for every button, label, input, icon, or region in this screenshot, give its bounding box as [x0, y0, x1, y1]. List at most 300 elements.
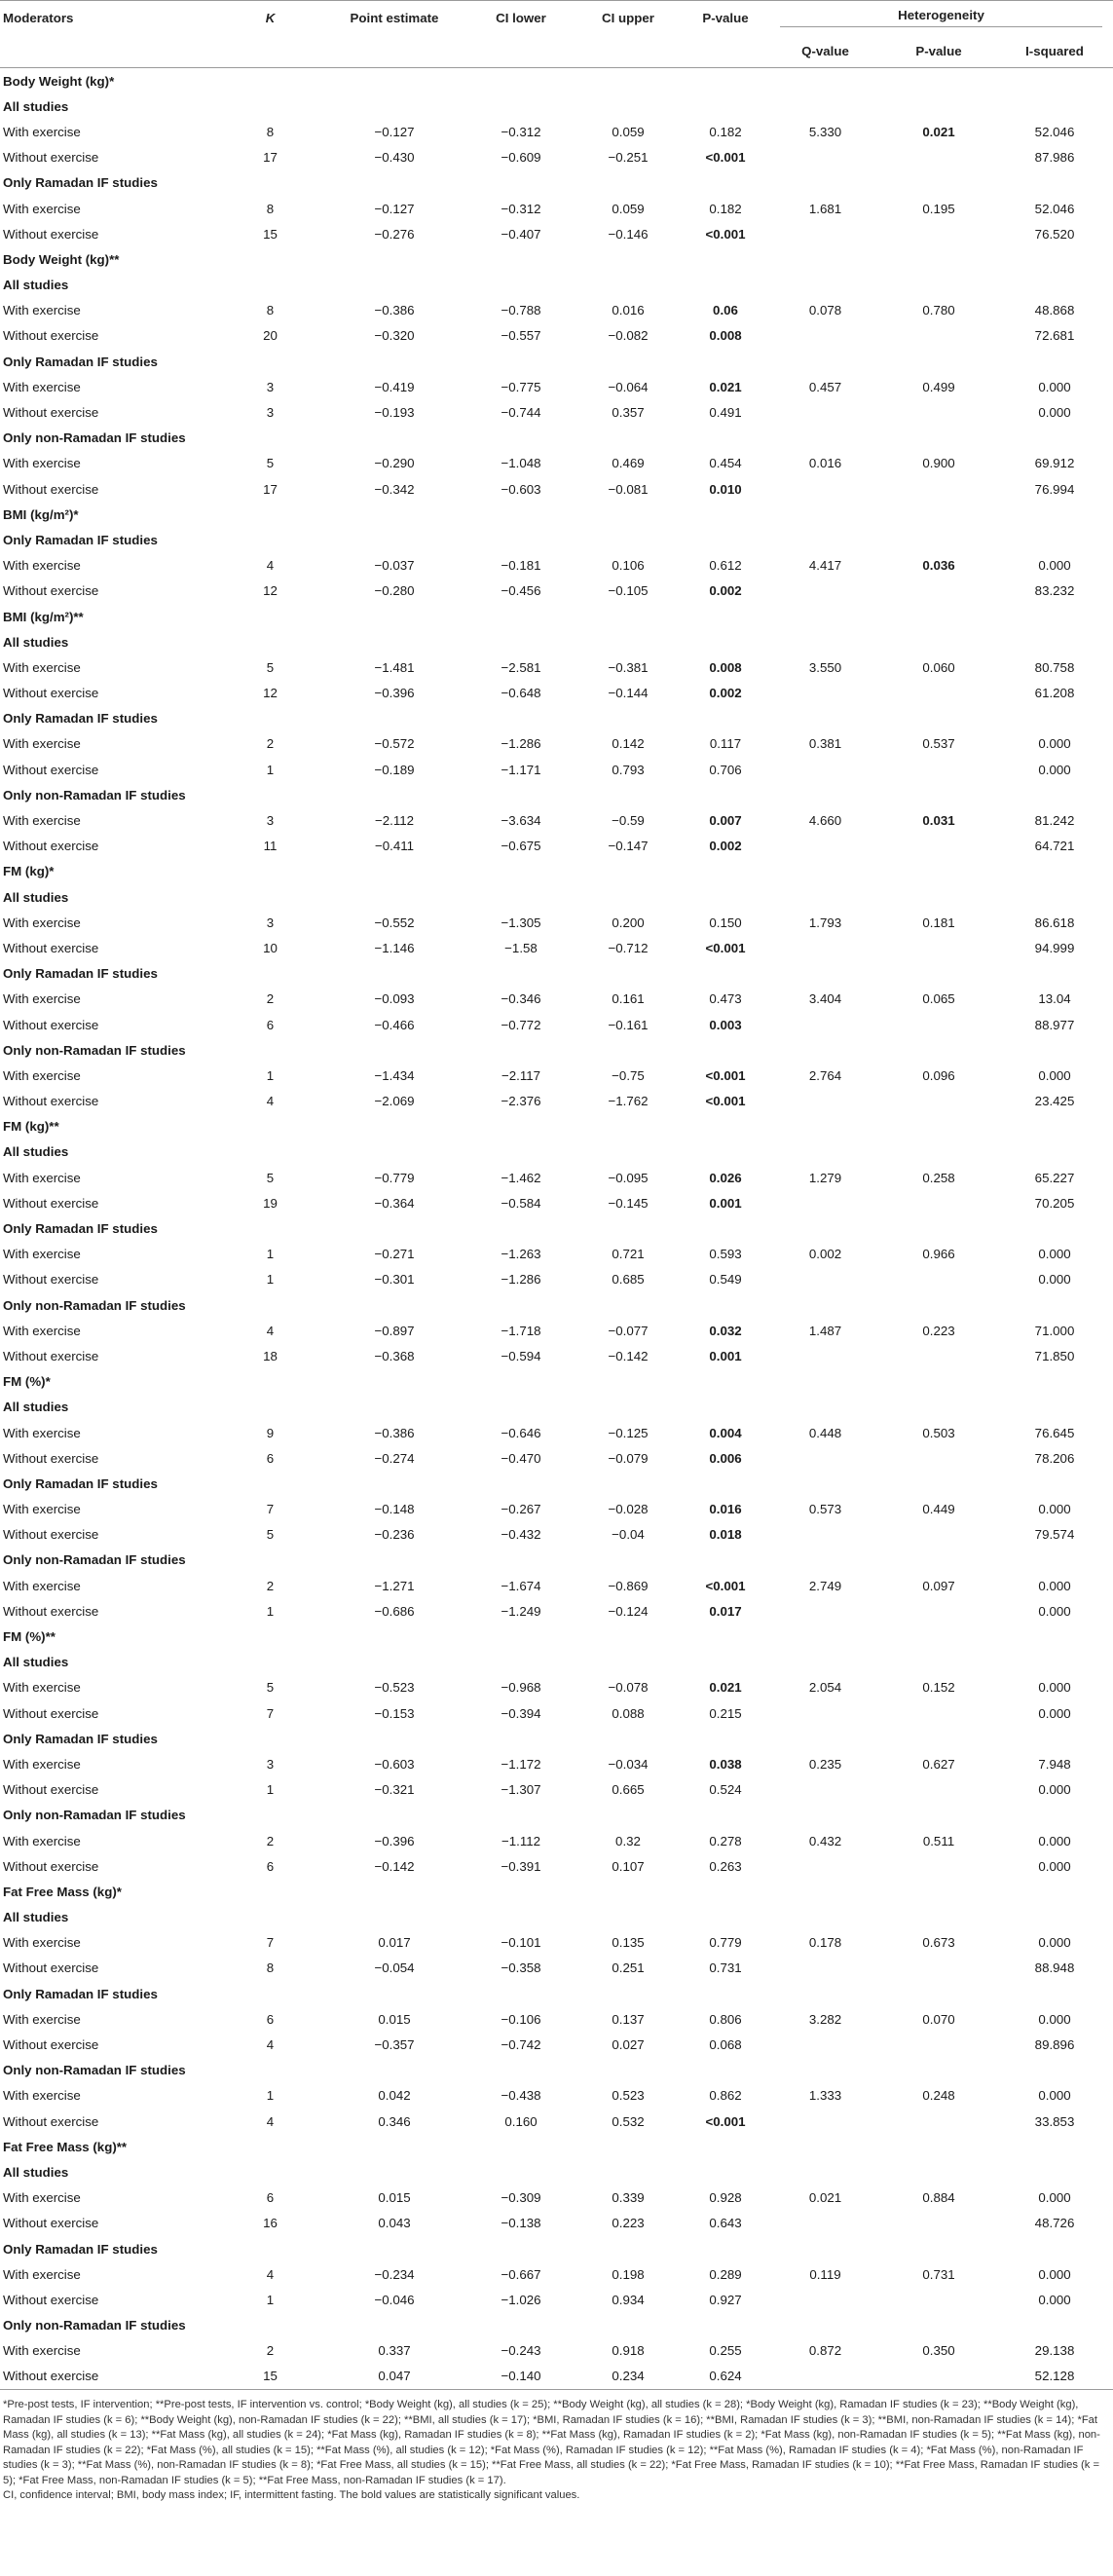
table-cell: 18	[263, 1348, 278, 1363]
table-cell: 0.001	[709, 1348, 742, 1363]
table-cell: 0.160	[504, 2113, 538, 2129]
table-cell: 88.948	[1034, 1960, 1075, 1976]
table-cell: −0.312	[501, 201, 541, 216]
table-cell: 0.000	[1038, 1502, 1071, 1517]
table-row	[0, 323, 1113, 349]
table-cell: −0.106	[501, 2011, 541, 2027]
table-cell: −0.407	[501, 226, 541, 242]
table-cell: 2	[266, 2343, 275, 2359]
table-cell: 0.706	[709, 762, 742, 777]
subgroup-title: Only Ramadan IF studies	[3, 2241, 158, 2257]
subgroup-row	[0, 629, 1113, 654]
table-cell: −0.140	[501, 2369, 541, 2384]
table-cell: 65.227	[1034, 1170, 1075, 1185]
header-het-p-value: P-value	[915, 43, 962, 58]
table-cell: 0.060	[922, 659, 955, 675]
table-cell: 0.135	[612, 1935, 645, 1951]
table-cell: 0.000	[1038, 2190, 1071, 2206]
group-header-row	[0, 604, 1113, 629]
table-cell: 0.042	[378, 2088, 411, 2104]
table-cell: 1	[266, 1603, 275, 1619]
table-cell: 0.016	[709, 1502, 742, 1517]
table-cell: 0.059	[612, 201, 645, 216]
row-label: Without exercise	[3, 1195, 99, 1211]
group-title: Body Weight (kg)*	[3, 73, 115, 89]
table-cell: 81.242	[1034, 813, 1075, 829]
table-cell	[881, 1956, 996, 1981]
table-cell: 5.330	[808, 124, 842, 139]
table-row	[0, 1420, 1113, 1445]
table-cell: 3.404	[808, 991, 842, 1007]
table-cell	[769, 579, 881, 604]
subgroup-title: All studies	[3, 278, 69, 293]
table-cell: 0.000	[1038, 1603, 1071, 1619]
table-row	[0, 2185, 1113, 2211]
table-cell: 0.017	[709, 1603, 742, 1619]
group-header-row	[0, 1369, 1113, 1395]
table-cell: 3	[266, 1756, 275, 1772]
group-title: BMI (kg/m²)*	[3, 506, 79, 522]
table-cell: −1.481	[374, 659, 415, 675]
row-label: Without exercise	[3, 2037, 99, 2053]
table-cell: −1.146	[374, 940, 415, 955]
subgroup-title: Only non-Ramadan IF studies	[3, 2063, 186, 2078]
row-label: Without exercise	[3, 839, 99, 854]
row-label: With exercise	[3, 379, 81, 394]
row-label: Without exercise	[3, 405, 99, 421]
table-cell: −0.609	[501, 150, 541, 166]
table-row	[0, 145, 1113, 170]
table-cell: 0.106	[612, 558, 645, 574]
table-cell: 0.357	[612, 405, 645, 421]
table-row	[0, 935, 1113, 960]
table-cell: −0.391	[501, 1858, 541, 1874]
table-cell: 0.000	[1038, 1578, 1071, 1593]
table-cell: 0.001	[709, 1195, 742, 1211]
row-label: With exercise	[3, 736, 81, 752]
table-cell: 0.150	[709, 915, 742, 930]
table-cell: 33.853	[1034, 2113, 1075, 2129]
subgroup-row	[0, 1139, 1113, 1165]
row-label: Without exercise	[3, 1960, 99, 1976]
subgroup-title: Only Ramadan IF studies	[3, 711, 158, 727]
table-cell: −0.153	[374, 1705, 415, 1721]
table-row	[0, 2083, 1113, 2109]
table-cell: −0.193	[374, 405, 415, 421]
table-row	[0, 1598, 1113, 1624]
table-cell: 0.021	[922, 124, 955, 139]
subgroup-title: All studies	[3, 1655, 69, 1670]
table-cell: 0.532	[612, 2113, 645, 2129]
table-cell: 52.046	[1034, 124, 1075, 139]
table-cell: 0.137	[612, 2011, 645, 2027]
table-cell	[881, 2287, 996, 2312]
table-cell: <0.001	[705, 940, 746, 955]
table-cell	[881, 1445, 996, 1471]
header-ci-lower: CI lower	[496, 10, 546, 25]
table-cell: 0.627	[922, 1756, 955, 1772]
table-row	[0, 1343, 1113, 1368]
table-row	[0, 298, 1113, 323]
table-cell: 0.884	[922, 2190, 955, 2206]
table-cell: 5	[266, 1170, 275, 1185]
row-label: Without exercise	[3, 1782, 99, 1798]
row-label: With exercise	[3, 124, 81, 139]
footnote-abbrev-k: *Pre-post tests, IF intervention; **Pre-post tests, IF intervention vs. control; *Body Weight (kg), all studies (k = 25); **Body Weight (kg), all studies (k = 28); *Body Weight (kg), Ramadan IF studies (k = 23); **Body Weight (kg), Ramadan IF studies (k = 6); **Body Weight (kg), non-Ramadan IF studies (k = 22); **BMI, all studies (k = 17); *BMI, Ramadan IF studies (k = 16); **BMI, Ramadan IF studies (k = 3); **BMI, non-Ramadan IF studies (k = 14); *Fat Mass (kg), all studies (k = 13); **Fat Mass (kg), all studies (k = 24); *Fat Mass (kg), Ramadan IF studies (k = 8); **Fat Mass (kg), Ramadan IF studies (k = 2); *Fat Mass (kg), non-Ramadan IF studies (k = 5); **Fat Mass (kg), non-Ramadan IF studies (k = 22); *Fat Mass (%), all studies (k = 15); **Fat Mass (%), all studies (k = 12); *Fat Mass (%), Ramadan IF studies (k = 12); **Fat Mass (%), Ramadan IF studies (k = 4); *Fat Mass (%), non-Ramadan IF studies (k = 3); **Fat Mass (%), non-Ramadan IF studies (k = 8); *Fat Free Mass, all studies (k = 15); **Fat Free Mass, all studies (k = 22); *Fat Free Mass, Ramadan IF studies (k = 10); **Fat Free Mass, Ramadan IF studies (k = 5); *Fat Free Mass, non-Ramadan IF studies (k = 5); **Fat Free Mass, non-Ramadan IF studies (k = 17).	[3, 2399, 1100, 2486]
subgroup-title: All studies	[3, 1910, 69, 1925]
subgroup-title: All studies	[3, 1144, 69, 1160]
table-cell: −1.434	[374, 1067, 415, 1083]
table-cell: 0.000	[1038, 1272, 1071, 1288]
table-cell: 3	[266, 379, 275, 394]
table-cell: 0.06	[713, 303, 738, 318]
table-cell: 1.681	[808, 201, 842, 216]
table-cell: −0.386	[374, 1425, 415, 1440]
subgroup-row	[0, 1548, 1113, 1573]
subgroup-title: Only Ramadan IF studies	[3, 354, 158, 369]
table-cell: −2.069	[374, 1094, 415, 1109]
table-cell: 86.618	[1034, 915, 1075, 930]
table-cell: 0.593	[709, 1247, 742, 1262]
table-cell: 0.731	[709, 1960, 742, 1976]
subheader-row	[0, 34, 1113, 68]
table-row	[0, 553, 1113, 579]
table-cell: 5	[266, 1527, 275, 1543]
table-cell: 0.289	[709, 2266, 742, 2282]
table-cell: 1	[266, 1782, 275, 1798]
table-cell: 0.523	[612, 2088, 645, 2104]
table-row	[0, 2338, 1113, 2364]
row-label: Without exercise	[3, 481, 99, 497]
table-cell: 4.417	[808, 558, 842, 574]
group-header-row	[0, 859, 1113, 884]
table-cell: 7.948	[1038, 1756, 1071, 1772]
table-cell: −0.234	[374, 2266, 415, 2282]
subgroup-title: Only non-Ramadan IF studies	[3, 1297, 186, 1313]
table-cell: 0.008	[709, 328, 742, 344]
table-cell: −0.381	[608, 659, 649, 675]
row-label: Without exercise	[3, 2369, 99, 2384]
table-cell: −0.093	[374, 991, 415, 1007]
table-cell: 5	[266, 456, 275, 471]
table-row	[0, 1828, 1113, 1853]
table-cell: 5	[266, 659, 275, 675]
table-cell: <0.001	[705, 150, 746, 166]
table-cell: 0.119	[809, 2266, 841, 2282]
table-cell: −0.968	[501, 1680, 541, 1696]
table-row	[0, 834, 1113, 859]
row-label: With exercise	[3, 1833, 81, 1848]
row-label: With exercise	[3, 1170, 81, 1185]
table-cell: −0.788	[501, 303, 541, 318]
table-cell: 0.339	[612, 2190, 645, 2206]
subgroup-title: All studies	[3, 98, 69, 114]
table-row	[0, 451, 1113, 476]
subgroup-row	[0, 2159, 1113, 2184]
subgroup-title: All studies	[3, 1400, 69, 1415]
row-label: Without exercise	[3, 940, 99, 955]
table-row	[0, 1700, 1113, 1726]
table-cell: 3.550	[808, 659, 842, 675]
table-cell: 0.096	[922, 1067, 955, 1083]
table-cell: 0.027	[612, 2037, 645, 2053]
table-cell	[769, 1777, 881, 1803]
table-row	[0, 1573, 1113, 1598]
row-label: Without exercise	[3, 1858, 99, 1874]
row-label: With exercise	[3, 991, 81, 1007]
table-cell: 0.32	[615, 1833, 641, 1848]
header-q-value: Q-value	[801, 43, 849, 58]
group-header-row	[0, 68, 1113, 94]
table-cell: 0.665	[612, 1782, 645, 1798]
table-cell: 76.645	[1034, 1425, 1075, 1440]
table-cell: −0.321	[374, 1782, 415, 1798]
table-row	[0, 1242, 1113, 1267]
table-cell	[769, 476, 881, 502]
table-cell: 0.927	[709, 2292, 742, 2307]
table-cell: 2	[266, 736, 275, 752]
table-cell: 1	[266, 2292, 275, 2307]
table-row	[0, 681, 1113, 706]
table-cell: 1.279	[808, 1170, 842, 1185]
group-header-row	[0, 246, 1113, 272]
table-cell: 2	[266, 991, 275, 1007]
table-cell: −0.161	[608, 1017, 649, 1032]
row-label: With exercise	[3, 558, 81, 574]
group-header-row	[0, 1879, 1113, 1904]
table-cell: 0.000	[1038, 736, 1071, 752]
table-cell: −0.59	[612, 813, 645, 829]
row-label: Without exercise	[3, 328, 99, 344]
table-cell: −0.181	[501, 558, 541, 574]
table-cell: 0.026	[709, 1170, 742, 1185]
table-cell: −0.267	[501, 1502, 541, 1517]
table-cell: 0.673	[922, 1935, 955, 1951]
table-cell: −0.432	[501, 1527, 541, 1543]
table-cell: <0.001	[705, 2113, 746, 2129]
table-cell: 48.726	[1034, 2216, 1075, 2231]
table-cell: 0.685	[612, 1272, 645, 1288]
table-cell: −0.04	[612, 1527, 645, 1543]
header-k: K	[265, 10, 276, 25]
table-cell: −0.054	[374, 1960, 415, 1976]
table-cell: 0.010	[709, 481, 742, 497]
table-cell: 0.002	[709, 583, 742, 599]
table-cell: 0.278	[709, 1833, 742, 1848]
table-cell: −1.249	[501, 1603, 541, 1619]
table-cell: −0.368	[374, 1348, 415, 1363]
table-cell	[881, 476, 996, 502]
table-cell: 2.764	[808, 1067, 842, 1083]
table-cell: −0.144	[608, 686, 649, 701]
table-cell: −0.280	[374, 583, 415, 599]
table-cell	[881, 2364, 996, 2390]
table-cell: 94.999	[1034, 940, 1075, 955]
table-cell: 0.454	[709, 456, 742, 471]
row-label: With exercise	[3, 2343, 81, 2359]
table-cell	[769, 2032, 881, 2057]
table-cell: −0.124	[608, 1603, 649, 1619]
table-cell: 4	[266, 2266, 275, 2282]
table-cell: 1	[266, 762, 275, 777]
table-cell: −1.026	[501, 2292, 541, 2307]
table-cell: 80.758	[1034, 659, 1075, 675]
table-cell	[881, 399, 996, 425]
subgroup-title: Only non-Ramadan IF studies	[3, 1552, 186, 1568]
table-cell: 0.107	[612, 1858, 645, 1874]
table-cell: 0.918	[612, 2343, 645, 2359]
table-cell: 0.511	[922, 1833, 955, 1848]
table-cell: 64.721	[1034, 839, 1075, 854]
table-cell: −0.276	[374, 226, 415, 242]
table-cell: 0.200	[612, 915, 645, 930]
table-cell: 6	[266, 1450, 275, 1466]
row-label: With exercise	[3, 1502, 81, 1517]
table-cell	[881, 935, 996, 960]
row-label: Without exercise	[3, 1348, 99, 1363]
table-row	[0, 987, 1113, 1012]
table-cell: −0.364	[374, 1195, 415, 1211]
table-cell	[769, 1598, 881, 1624]
subgroup-title: All studies	[3, 634, 69, 650]
footnote-abbreviations: CI, confidence interval; BMI, body mass index; IF, intermittent fasting. The bold values are statistically significant values.	[3, 2489, 580, 2502]
table-cell: 0.573	[808, 1502, 842, 1517]
table-cell: 0.068	[709, 2037, 742, 2053]
table-row	[0, 2006, 1113, 2032]
table-cell: −0.897	[374, 1323, 415, 1338]
subgroup-row	[0, 884, 1113, 910]
row-label: Without exercise	[3, 1450, 99, 1466]
table-cell: 0.806	[709, 2011, 742, 2027]
table-cell: 16	[263, 2216, 278, 2231]
table-cell: 0.000	[1038, 2292, 1071, 2307]
table-cell: −0.357	[374, 2037, 415, 2053]
table-cell: 70.205	[1034, 1195, 1075, 1211]
group-title: FM (%)*	[3, 1374, 51, 1390]
table-cell: 0.059	[612, 124, 645, 139]
table-row	[0, 196, 1113, 221]
table-cell	[769, 757, 881, 782]
group-title: FM (%)**	[3, 1629, 56, 1645]
table-cell: 7	[266, 1705, 275, 1721]
table-cell: 0.000	[1038, 762, 1071, 777]
table-cell: 4	[266, 558, 275, 574]
table-cell: −0.064	[608, 379, 649, 394]
table-cell: −0.236	[374, 1527, 415, 1543]
table-cell: −0.712	[608, 940, 649, 955]
row-label: With exercise	[3, 2266, 81, 2282]
table-cell: 13.04	[1038, 991, 1071, 1007]
table-cell: 0.021	[808, 2190, 842, 2206]
subgroup-title: Only Ramadan IF studies	[3, 1475, 158, 1491]
table-cell: 0.215	[709, 1705, 742, 1721]
table-cell: −0.572	[374, 736, 415, 752]
row-label: With exercise	[3, 201, 81, 216]
table-row	[0, 374, 1113, 399]
table-cell: −0.148	[374, 1502, 415, 1517]
group-header-row	[0, 502, 1113, 527]
table-cell	[881, 221, 996, 246]
table-cell	[769, 323, 881, 349]
table-cell	[881, 323, 996, 349]
table-cell: −0.101	[501, 1935, 541, 1951]
table-cell: 6	[266, 2011, 275, 2027]
table-cell: −1.286	[501, 1272, 541, 1288]
header-p-value: P-value	[702, 10, 749, 25]
table-cell: 0.000	[1038, 1935, 1071, 1951]
table-cell: 61.208	[1034, 686, 1075, 701]
table-cell: −0.557	[501, 328, 541, 344]
table-cell: 0.549	[709, 1272, 742, 1288]
table-cell	[881, 1777, 996, 1803]
subgroup-row	[0, 273, 1113, 298]
table-cell: −0.125	[608, 1425, 649, 1440]
subgroup-row	[0, 426, 1113, 451]
table-cell: 0.900	[922, 456, 955, 471]
row-label: Without exercise	[3, 762, 99, 777]
table-cell: 0.000	[1038, 1067, 1071, 1083]
table-cell: 0.448	[808, 1425, 842, 1440]
subgroup-title: Only Ramadan IF studies	[3, 532, 158, 547]
table-cell: 8	[266, 1960, 275, 1976]
table-cell	[769, 681, 881, 706]
row-label: Without exercise	[3, 686, 99, 701]
row-label: Without exercise	[3, 583, 99, 599]
table-cell: 0.255	[709, 2343, 742, 2359]
table-cell	[881, 757, 996, 782]
table-cell	[881, 1853, 996, 1879]
row-label: With exercise	[3, 303, 81, 318]
table-cell: −0.603	[374, 1756, 415, 1772]
subgroup-row	[0, 2058, 1113, 2083]
table-cell: 0.142	[612, 736, 645, 752]
table-cell: 76.994	[1034, 481, 1075, 497]
table-cell: 0.181	[922, 915, 955, 930]
table-cell: 0.350	[922, 2343, 955, 2359]
table-cell	[881, 579, 996, 604]
table-cell	[769, 935, 881, 960]
table-cell: 0.432	[808, 1833, 842, 1848]
row-label: Without exercise	[3, 2113, 99, 2129]
table-cell: −0.430	[374, 150, 415, 166]
table-body	[0, 68, 1113, 2390]
table-cell: 0.928	[709, 2190, 742, 2206]
table-cell: 0.263	[709, 1858, 742, 1874]
row-label: Without exercise	[3, 2292, 99, 2307]
table-cell	[881, 1267, 996, 1292]
table-cell: −2.376	[501, 1094, 541, 1109]
row-label: With exercise	[3, 2088, 81, 2104]
table-cell: <0.001	[705, 226, 746, 242]
table-cell: 4.660	[808, 813, 842, 829]
table-row	[0, 2032, 1113, 2057]
table-cell: −0.646	[501, 1425, 541, 1440]
table-cell: 0.000	[1038, 1680, 1071, 1696]
table-cell: −0.142	[374, 1858, 415, 1874]
table-cell: 3	[266, 405, 275, 421]
table-cell: 78.206	[1034, 1450, 1075, 1466]
row-label: With exercise	[3, 456, 81, 471]
table-cell: 1.487	[808, 1323, 842, 1338]
subgroup-row	[0, 1395, 1113, 1420]
table-cell: 0.000	[1038, 1705, 1071, 1721]
row-label: Without exercise	[3, 1272, 99, 1288]
row-label: Without exercise	[3, 226, 99, 242]
table-cell: −0.105	[608, 583, 649, 599]
table-cell: 0.006	[709, 1450, 742, 1466]
table-cell	[881, 1522, 996, 1548]
table-cell	[881, 834, 996, 859]
